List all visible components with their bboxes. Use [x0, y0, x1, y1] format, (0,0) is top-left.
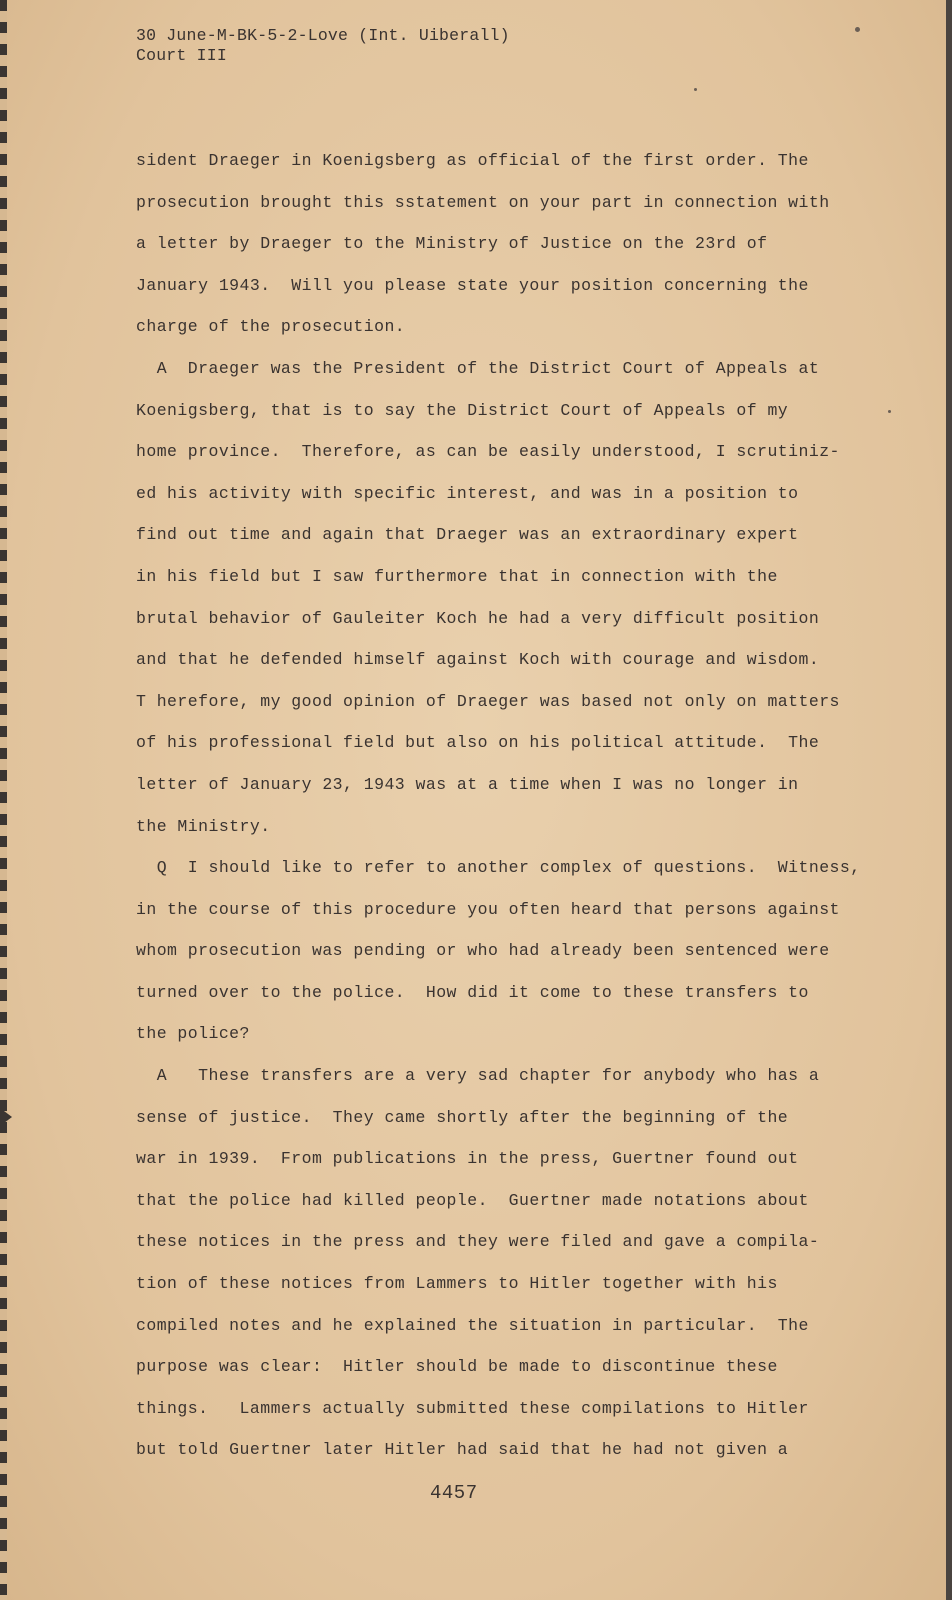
text-line: a letter by Draeger to the Ministry of Justice on the 23rd of [136, 234, 768, 254]
ink-speck [694, 88, 697, 91]
text-line: brutal behavior of Gauleiter Koch he had a very difficult position [136, 608, 820, 628]
binding-notch [0, 1108, 12, 1126]
text-line: tion of these notices from Lammers to Hitler together with his [136, 1274, 778, 1294]
text-line: sident Draeger in Koenigsberg as official of the first order. The [136, 151, 809, 170]
text-line: A These transfers are a very sad chapter for anybody who has a [136, 1066, 820, 1086]
text-line: compiled notes and he explained the situation in particular. The [136, 1315, 809, 1335]
ink-speck [888, 410, 891, 413]
text-line: turned over to the police. How did it come to these transfers to [136, 982, 809, 1002]
text-line: A Draeger was the President of the District Court of Appeals at [136, 358, 820, 378]
text-line: in his field but I saw furthermore that in connection with the [136, 566, 778, 586]
text-line: home province. Therefore, as can be easily understood, I scrutiniz- [136, 442, 840, 462]
text-line: of his professional field but also on his political attitude. The [136, 733, 820, 753]
text-line: but told Guertner later Hitler had said that he had not given a [136, 1440, 789, 1460]
text-line: that the police had killed people. Guertner made notations about [136, 1190, 809, 1210]
text-line: ed his activity with specific interest, and was in a position to [136, 483, 799, 503]
text-line: sense of justice. They came shortly after the beginning of the [136, 1107, 789, 1127]
header-line-2: Court III [136, 46, 227, 65]
text-line: Koenigsberg, that is to say the District Court of Appeals of my [136, 400, 789, 420]
right-edge [946, 0, 952, 1600]
text-line: find out time and again that Draeger was an extraordinary expert [136, 525, 799, 545]
header-line-1: 30 June-M-BK-5-2-Love (Int. Uiberall) [136, 26, 510, 45]
text-line: in the course of this procedure you often heard that persons against [136, 899, 840, 919]
text-line: whom prosecution was pending or who had already been sentenced were [136, 941, 830, 961]
text-line: war in 1939. From publications in the press, Guertner found out [136, 1149, 799, 1169]
text-line: the police? [136, 1024, 250, 1044]
page-number: 4457 [430, 1482, 478, 1504]
text-line: January 1943. Will you please state your position concerning the [136, 275, 809, 295]
text-line: letter of January 23, 1943 was at a time when I was no longer in [136, 774, 799, 794]
text-line: prosecution brought this sstatement on your part in connection with [136, 192, 830, 212]
text-line: Q I should like to refer to another complex of questions. Witness, [136, 858, 861, 878]
text-line: T herefore, my good opinion of Draeger was based not only on matters [136, 691, 840, 711]
text-line: and that he defended himself against Koch with courage and wisdom. [136, 650, 820, 670]
ink-speck [855, 27, 860, 32]
text-line: charge of the prosecution. [136, 317, 406, 337]
text-line: these notices in the press and they were filed and gave a compila- [136, 1232, 820, 1252]
binding-edge [0, 0, 7, 1600]
text-line: things. Lammers actually submitted these compilations to Hitler [136, 1398, 809, 1418]
text-line: the Ministry. [136, 816, 271, 836]
transcript-body [136, 147, 866, 1478]
text-line: purpose was clear: Hitler should be made to discontinue these [136, 1357, 778, 1377]
document-header [136, 26, 510, 66]
